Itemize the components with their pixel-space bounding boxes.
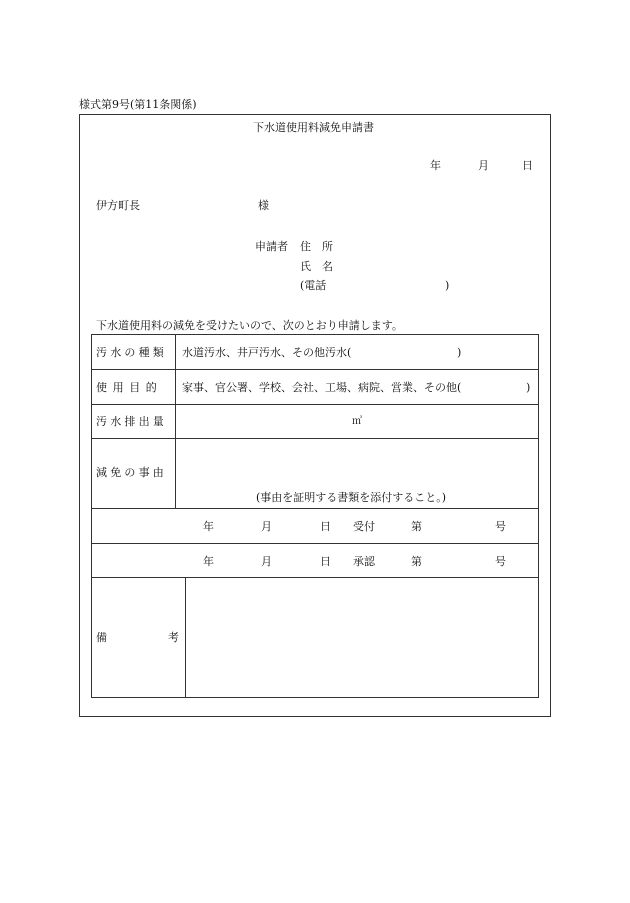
remarks-column-divider [185, 577, 186, 698]
approval-year-label: 年 [203, 555, 214, 568]
purpose-close-paren: ) [526, 381, 531, 394]
date-day-label: 日 [522, 159, 533, 172]
sewage-type-options: 水道汚水、井戸汚水、その他汚水( [182, 346, 352, 359]
date-year-label: 年 [430, 159, 441, 172]
approval-number-prefix: 第 [411, 555, 422, 568]
remarks-label-left: 備 [96, 631, 107, 644]
row-divider [91, 369, 539, 370]
addressee-name: 伊方町長 [96, 199, 140, 212]
label-column-divider [175, 334, 176, 508]
addressee-honorific: 様 [258, 199, 269, 212]
intro-text: 下水道使用料の減免を受けたいので、次のとおり申請します。 [96, 319, 403, 332]
discharge-volume-label: 汚水排出量 [96, 415, 167, 428]
approval-kind-label: 承認 [353, 555, 375, 568]
approval-month-label: 月 [261, 555, 272, 568]
row-divider [91, 543, 539, 544]
receipt-year-label: 年 [203, 520, 214, 533]
receipt-number-suffix: 号 [495, 520, 506, 533]
applicant-phone-close: ) [445, 279, 450, 292]
purpose-label: 使用目的 [96, 381, 163, 394]
applicant-label: 申請者 [255, 240, 288, 253]
sewage-type-close-paren: ) [457, 346, 462, 359]
purpose-options: 家事、官公署、学校、会社、工場、病院、営業、その他( [182, 381, 462, 394]
reason-note: (事由を証明する書類を添付すること。) [256, 491, 447, 504]
receipt-day-label: 日 [320, 520, 331, 533]
date-month-label: 月 [478, 159, 489, 172]
row-divider [91, 404, 539, 405]
form-number-label: 様式第9号(第11条関係) [79, 98, 197, 111]
cubic-meter-unit: ㎥ [352, 416, 362, 427]
approval-day-label: 日 [320, 555, 331, 568]
form-title: 下水道使用料減免申請書 [253, 121, 374, 134]
row-divider [91, 577, 539, 578]
receipt-number-prefix: 第 [411, 520, 422, 533]
reason-label: 減免の事由 [96, 466, 167, 479]
approval-number-suffix: 号 [495, 555, 506, 568]
remarks-label-right: 考 [168, 631, 179, 644]
receipt-month-label: 月 [261, 520, 272, 533]
applicant-address-label: 住 所 [300, 240, 333, 253]
receipt-kind-label: 受付 [353, 520, 375, 533]
row-divider [91, 438, 539, 439]
applicant-phone-open: (電話 [300, 279, 327, 292]
row-divider [91, 508, 539, 509]
sewage-type-label: 汚水の種類 [96, 346, 167, 359]
applicant-name-label: 氏 名 [300, 260, 333, 273]
